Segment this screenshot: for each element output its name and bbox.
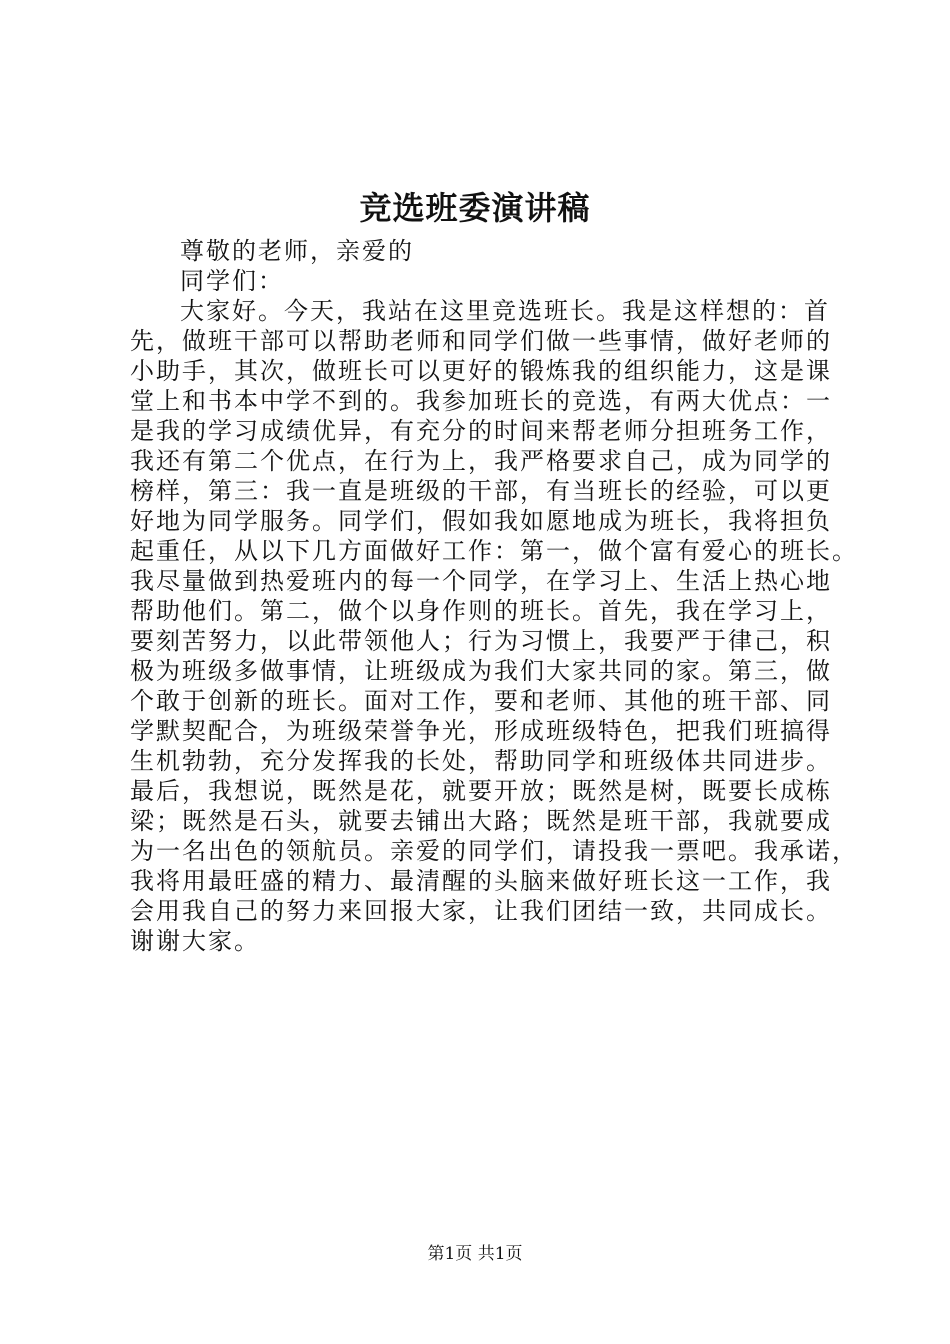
paragraph-line: 大家好。今天，我站在这里竞选班长。我是这样想的：首: [180, 297, 830, 325]
paragraph-line: 起重任，从以下几方面做好工作：第一，做个富有爱心的班长。: [130, 537, 858, 565]
paragraph-line: 为一名出色的领航员。亲爱的同学们，请投我一票吧。我承诺，: [130, 837, 858, 865]
paragraph-line: 要刻苦努力，以此带领他人；行为习惯上，我要严于律己，积: [130, 627, 832, 655]
paragraph-line: 我还有第二个优点，在行为上，我严格要求自己，成为同学的: [130, 447, 832, 475]
paragraph-line: 学默契配合，为班级荣誉争光，形成班级特色，把我们班搞得: [130, 717, 832, 745]
paragraph-line: 堂上和书本中学不到的。我参加班长的竞选，有两大优点：一: [130, 387, 832, 415]
paragraph-line: 会用我自己的努力来回报大家，让我们团结一致，共同成长。: [130, 897, 832, 925]
document-title: 竞选班委演讲稿: [359, 189, 591, 227]
document-body: [130, 236, 858, 956]
paragraph-line: 帮助他们。第二，做个以身作则的班长。首先，我在学习上，: [130, 597, 832, 625]
paragraph-line: 榜样，第三：我一直是班级的干部，有当班长的经验，可以更: [130, 477, 832, 505]
paragraph-line: 小助手，其次，做班长可以更好的锻炼我的组织能力，这是课: [130, 357, 832, 385]
paragraph-line: 生机勃勃，充分发挥我的长处，帮助同学和班级体共同进步。: [130, 747, 832, 775]
paragraph-line: 梁；既然是石头，就要去铺出大路；既然是班干部，我就要成: [130, 807, 832, 835]
paragraph-line: 谢谢大家。: [130, 927, 260, 955]
paragraph-line: 我尽量做到热爱班内的每一个同学，在学习上、生活上热心地: [130, 567, 832, 595]
paragraph-line: 是我的学习成绩优异，有充分的时间来帮老师分担班务工作，: [130, 417, 832, 445]
paragraph-line: 我将用最旺盛的精力、最清醒的头脑来做好班长这一工作，我: [130, 867, 832, 895]
paragraph-line: 最后，我想说，既然是花，就要开放；既然是树，既要长成栋: [130, 777, 832, 805]
paragraph-line: 个敢于创新的班长。面对工作，要和老师、其他的班干部、同: [130, 687, 832, 715]
greeting-line: 同学们：: [180, 267, 284, 295]
page-footer: 第1页 共1页: [427, 1244, 523, 1264]
greeting-line: 尊敬的老师，亲爱的: [180, 237, 414, 265]
paragraph-line: 极为班级多做事情，让班级成为我们大家共同的家。第三，做: [130, 657, 832, 685]
paragraph-line: 好地为同学服务。同学们，假如我如愿地成为班长，我将担负: [130, 507, 832, 535]
paragraph-line: 先，做班干部可以帮助老师和同学们做一些事情，做好老师的: [130, 327, 832, 355]
